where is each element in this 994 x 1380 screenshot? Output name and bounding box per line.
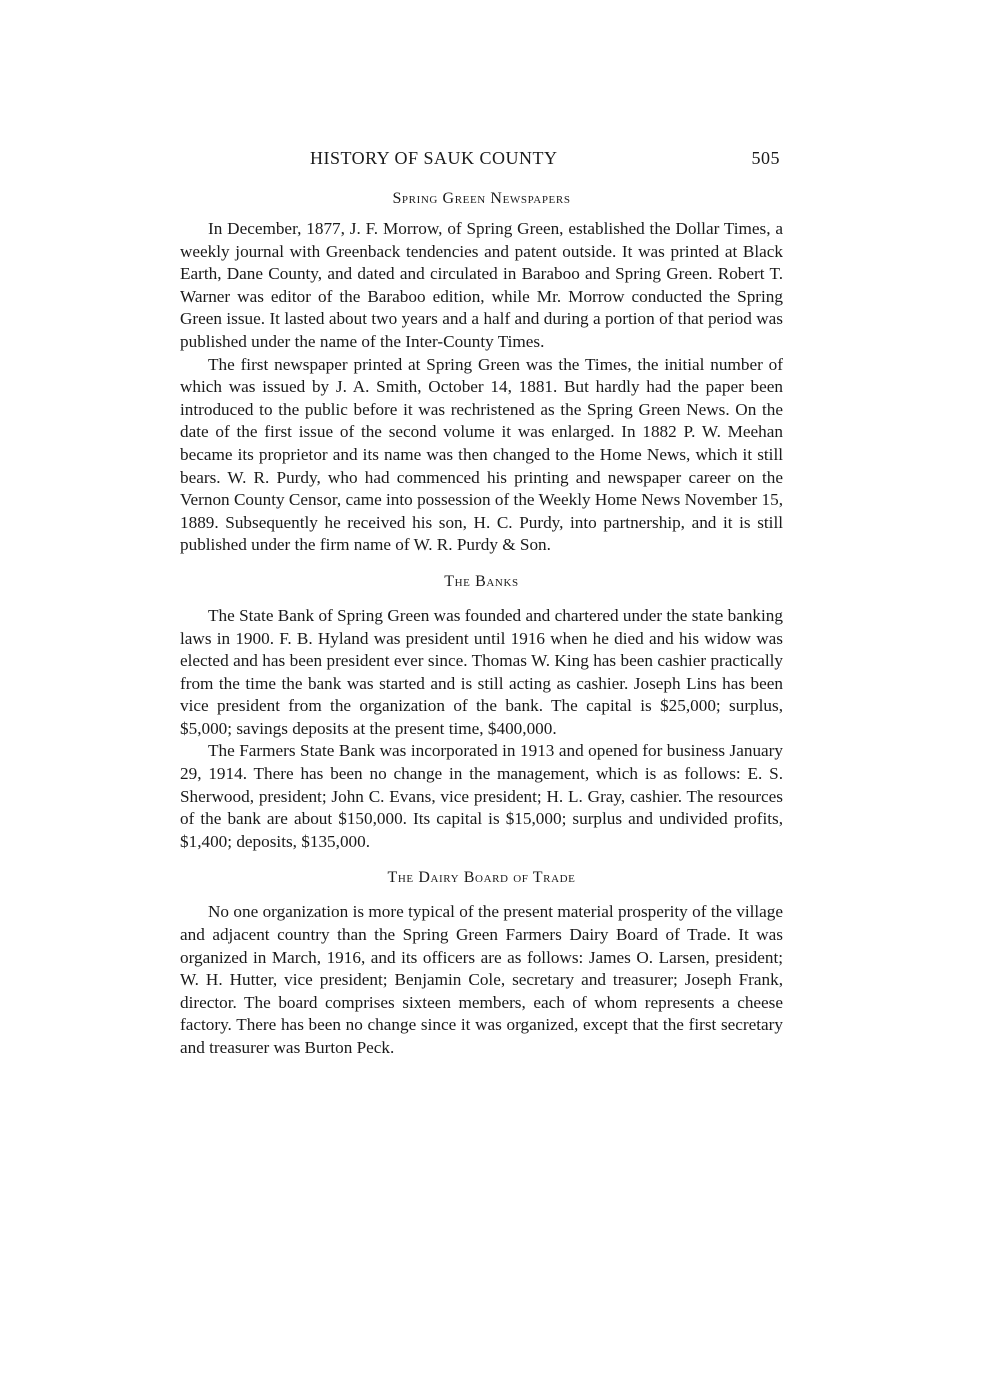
section-heading: Spring Green Newspapers [392, 190, 571, 207]
running-head-title: HISTORY OF SAUK COUNTY [310, 148, 558, 168]
paragraph: The State Bank of Spring Green was founded and chartered under the state banking laws in 1900. F. B. Hyland was president until 1916 when he died and his widow was elected and has been president ever since. Thomas W. King has been cashier practically from the time the bank was started and is still acting as cashier. Joseph Lins has been vice president from the organization of the bank. The capital is $25,000; surplus, $5,000; savings deposits at the present time, $400,000. [180, 605, 783, 738]
paragraph: The first newspaper printed at Spring Green was the Times, the initial number of which was issued by J. A. Smith, October 14, 1881. But hardly had the paper been introduced to the public before it was rechristened as the Spring Green News. On the date of the first issue of the second volume it was enlarged. In 1882 P. W. Meehan became its proprietor and its name was then changed to the Home News, which it still bears. W. R. Purdy, who had commenced his printing and newspaper career on the Vernon County Censor, came into possession of the Weekly Home News November 15, 1889. Subsequently he received his son, H. C. Purdy, into partnership, and it is still published under the firm name of W. R. Purdy & Son. [180, 354, 783, 555]
page-number: 505 [751, 148, 780, 168]
section-the-banks [180, 573, 783, 854]
paragraph: The Farmers State Bank was incorporated in 1913 and opened for business January 29, 1914. There has been no change in the management, which is as follows: E. S. Sherwood, president; John C. Evans, vice president; H. L. Gray, cashier. The resources of the bank are about $150,000. Its capital is $15,000; surplus and undivided profits, $1,400; deposits, $135,000. [180, 741, 783, 851]
section-spring-green-newspapers [180, 190, 783, 557]
paragraph: No one organization is more typical of the present material prosperity of the village and adjacent country than the Spring Green Farmers Dairy Board of Trade. It was organized in March, 1916, and its officers are as follows: James O. Larsen, president; W. H. Hutter, vice president; Benjamin Cole, secretary and treasurer; Joseph Frank, director. The board comprises sixteen members, each of whom represents a cheese factory. There has been no change since it was organized, except that the first secretary and treasurer was Burton Peck. [180, 902, 783, 1057]
section-heading: The Banks [444, 572, 519, 590]
book-page [180, 148, 783, 1060]
paragraph: In December, 1877, J. F. Morrow, of Spring Green, established the Dollar Times, a weekly journal with Greenback tendencies and patent outside. It was printed at Black Earth, Dane County, and dated and circulated in Baraboo and Spring Green. Robert T. Warner was editor of the Baraboo edition, while Mr. Morrow conducted the Spring Green issue. It lasted about two years and a half and during a portion of that period was published under the name of the Inter-County Times. [180, 219, 783, 351]
section-heading: The Dairy Board of Trade [387, 869, 576, 887]
running-head [180, 148, 783, 176]
section-dairy-board-of-trade [180, 869, 783, 1059]
